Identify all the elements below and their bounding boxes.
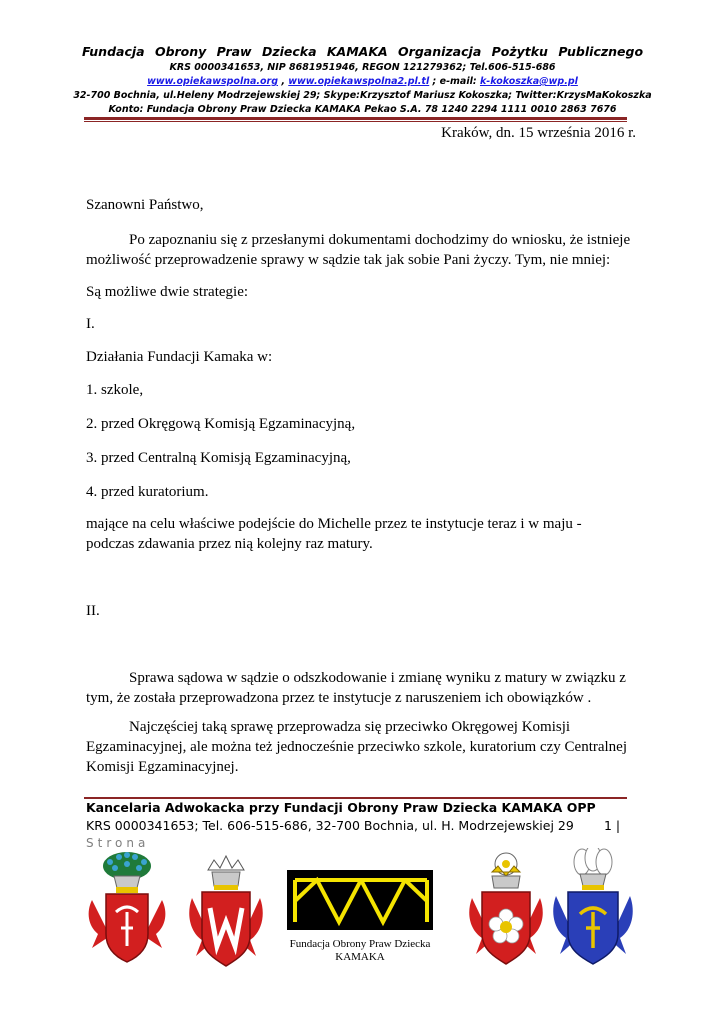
- list-item: 3. przed Centralną Komisją Egzaminacyjną,: [86, 450, 351, 466]
- logo-caption-line-1: Fundacja Obrony Praw Dziecka: [289, 938, 431, 950]
- website-link-2[interactable]: www.opiekawspolna2.pl.tl: [288, 76, 430, 87]
- letterhead-bank-account: Konto: Fundacja Obrony Praw Dziecka KAMAKA Pekao S.A. 78 1240 2294 1111 0010 2863 7676: [108, 104, 617, 115]
- footer-office-name: Kancelaria Adwokacka przy Fundacji Obrony Praw Dziecka KAMAKA OPP: [86, 800, 596, 815]
- coat-of-arms-w-icon: [188, 852, 264, 970]
- intro-paragraph: Po zapoznaniu się z przesłanymi dokumentami dochodzimy do wniosku, że istnieje możliwość przeprowadzenie sprawy w sądzie tak jak sobie Pani życzy. Tym, nie mniej:: [86, 232, 631, 268]
- page-number: 1 |: [604, 818, 621, 833]
- footer-rule: [84, 797, 627, 799]
- salutation: Szanowni Państwo,: [86, 197, 204, 213]
- kamaka-logo-graphic: [287, 870, 433, 930]
- page-label: Strona: [86, 836, 150, 850]
- letter-date: Kraków, dn. 15 września 2016 r.: [441, 125, 636, 141]
- logo-caption: [280, 938, 440, 964]
- common-practice-paragraph: Najczęściej taką sprawę przeprowadza się przeciwko Okręgowej Komisji Egzaminacyjnej, ale można też jednocześnie przeciwko szkole, kuratorium czy Centralnej Komisji Egzaminacyjnej.: [86, 719, 628, 775]
- letterhead-contact: [0, 76, 725, 87]
- website-link-1[interactable]: www.opiekawspolna.org: [147, 76, 279, 87]
- separator-1: ,: [278, 76, 289, 87]
- list-item: 2. przed Okręgową Komisją Egzaminacyjną,: [86, 416, 356, 432]
- court-paragraph: Sprawa sądowa w sądzie o odszkodowanie i zmianę wyniku z matury w związku z tym, że została przeprowadzona przez te instytucje z naruszeniem ich obowiązków .: [86, 670, 626, 706]
- section-one-heading: I.: [86, 316, 95, 332]
- logo-caption-line-2: KAMAKA: [335, 951, 385, 963]
- coat-of-arms-peacock-icon: [86, 850, 168, 968]
- actions-title: Działania Fundacji Kamaka w:: [86, 349, 273, 365]
- list-item: 1. szkole,: [86, 382, 144, 398]
- section-two-heading: II.: [86, 603, 100, 619]
- footer-address: KRS 0000341653; Tel. 606-515-686, 32-700 Bochnia, ul. H. Modrzejewskiej 29: [86, 818, 574, 833]
- list-item: 4. przed kuratorium.: [86, 484, 209, 500]
- header-rule: [84, 117, 627, 120]
- coat-of-arms-rose-icon: [468, 850, 544, 968]
- separator-2: ; e-mail:: [429, 76, 480, 87]
- strategies-line: Są możliwe dwie strategie:: [86, 284, 249, 300]
- header-rule-thin: [84, 121, 627, 122]
- actions-goal-paragraph: mające na celu właściwe podejście do Michelle przez te instytucje teraz i w maju - podczas zdawania przez nią kolejny raz matury.: [86, 516, 582, 552]
- coat-of-arms-blue-cross-icon: [550, 848, 636, 968]
- kamaka-logo: [287, 870, 433, 930]
- letterhead-title: Fundacja Obrony Praw Dziecka KAMAKA Organizacja Pożytku Publicznego: [81, 44, 644, 59]
- letterhead-registration: KRS 0000341653, NIP 8681951946, REGON 121279362; Tel.606-515-686: [169, 62, 556, 73]
- email-link[interactable]: k-kokoszka@wp.pl: [479, 76, 578, 87]
- letterhead-address: 32-700 Bochnia, ul.Heleny Modrzejewskiej 29; Skype:Krzysztof Mariusz Kokoszka; Twitter:KrzysMaKokoszka: [73, 90, 652, 101]
